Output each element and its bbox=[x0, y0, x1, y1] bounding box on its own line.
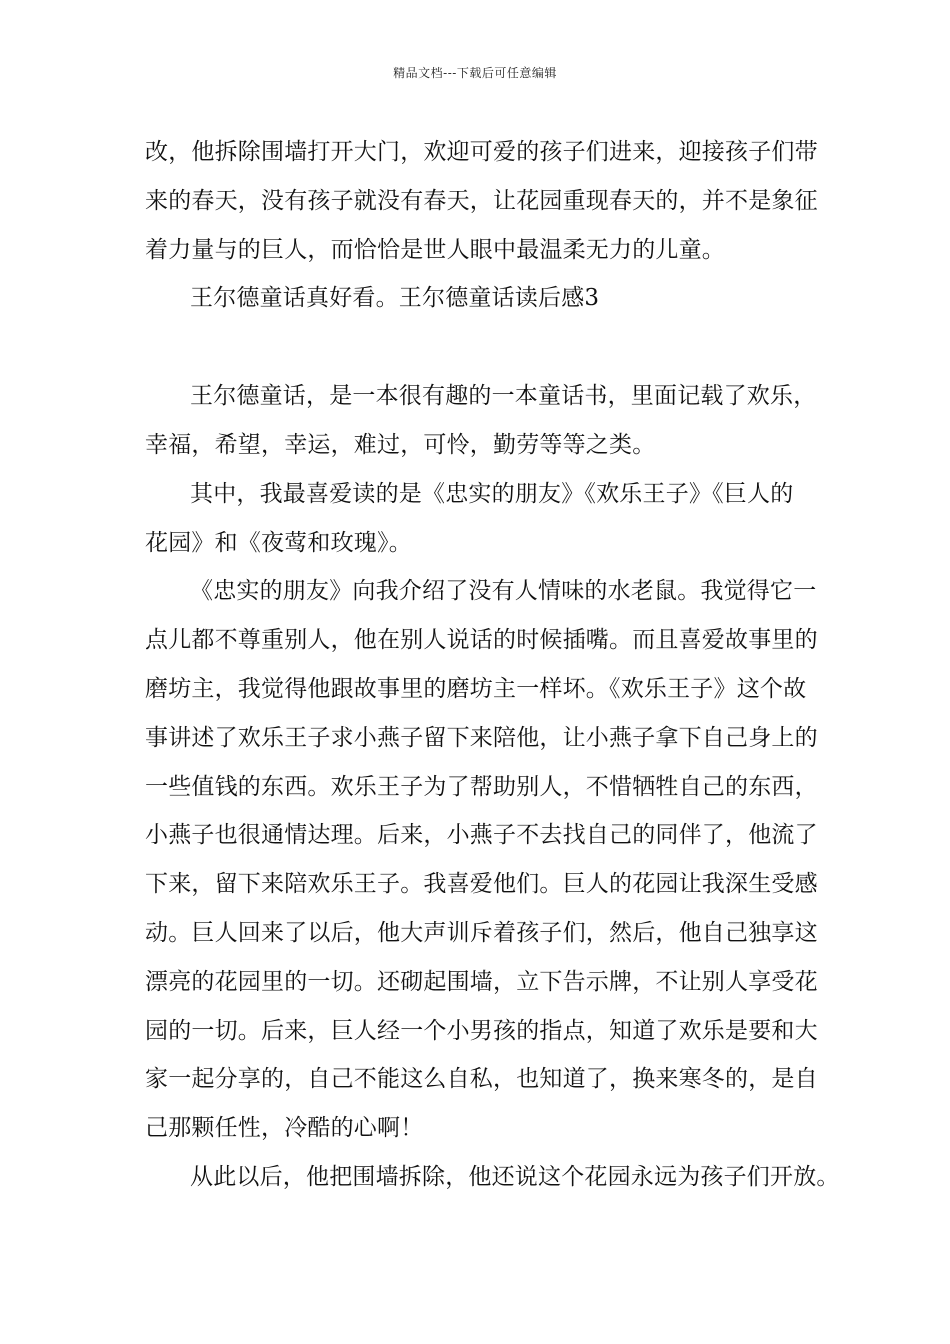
section-title: 王尔德童话真好看。王尔德童话读后感3 bbox=[190, 285, 600, 312]
spacer bbox=[145, 323, 815, 372]
text-line: 花园》和《夜莺和玫瑰》。 bbox=[145, 529, 412, 556]
text-line: 改，他拆除围墙打开大门，欢迎可爱的孩子们进来，迎接孩子们带 bbox=[145, 139, 818, 165]
paragraph-start: 王尔德童话，是一本很有趣的一本童话书，里面记载了欢乐， bbox=[190, 383, 817, 410]
text-line: 点儿都不尊重别人，他在别人说话的时候插嘴。而且喜爱故事里的 bbox=[145, 627, 818, 654]
text-line: 着力量与的巨人，而恰恰是世人眼中最温柔无力的儿童。 bbox=[145, 236, 725, 263]
text-line: 事讲述了欢乐王子求小燕子留下来陪他，让小燕子拿下自己身上的 bbox=[145, 724, 818, 751]
text-line: 己那颗任性，冷酷的心啊！ bbox=[145, 1115, 424, 1142]
text-line: 磨坊主，我觉得他跟故事里的磨坊主一样坏。《欢乐王子》这个故 bbox=[145, 675, 807, 702]
text-line: 小燕子也很通情达理。后来，小燕子不去找自己的同伴了，他流了 bbox=[145, 822, 818, 849]
text-line: 来的春天，没有孩子就没有春天，让花园重现春天的，并不是象征 bbox=[145, 187, 818, 214]
paragraph-start: 其中，我最喜爱读的是《忠实的朋友》《欢乐王子》《巨人的 bbox=[190, 480, 794, 507]
text-line: 家一起分享的，自己不能这么自私，也知道了，换来寒冬的，是自 bbox=[145, 1066, 818, 1093]
text-line: 下来，留下来陪欢乐王子。我喜爱他们。巨人的花园让我深生受感 bbox=[145, 871, 818, 898]
text-line: 漂亮的花园里的一切。还砌起围墙，立下告示牌，不让别人享受花 bbox=[145, 968, 818, 995]
page-header: 精品文档---下载后可任意编辑 bbox=[393, 66, 557, 80]
text-line: 动。巨人回来了以后，他大声训斥着孩子们，然后，他自己独享这 bbox=[145, 919, 818, 946]
paragraph-start: 《忠实的朋友》向我介绍了没有人情味的水老鼠。我觉得它一 bbox=[190, 578, 817, 605]
text-line: 园的一切。后来，巨人经一个小男孩的指点，知道了欢乐是要和大 bbox=[145, 1017, 818, 1044]
paragraph-start: 从此以后，他把围墙拆除，他还说这个花园永远为孩子们开放。 bbox=[190, 1163, 840, 1190]
text-line: 幸福，希望，幸运，难过，可怜，勤劳等等之类。 bbox=[145, 431, 656, 458]
document-body bbox=[145, 128, 840, 1202]
text-line: 一些值钱的东西。欢乐王子为了帮助别人，不惜牺牲自己的东西， bbox=[145, 773, 818, 800]
